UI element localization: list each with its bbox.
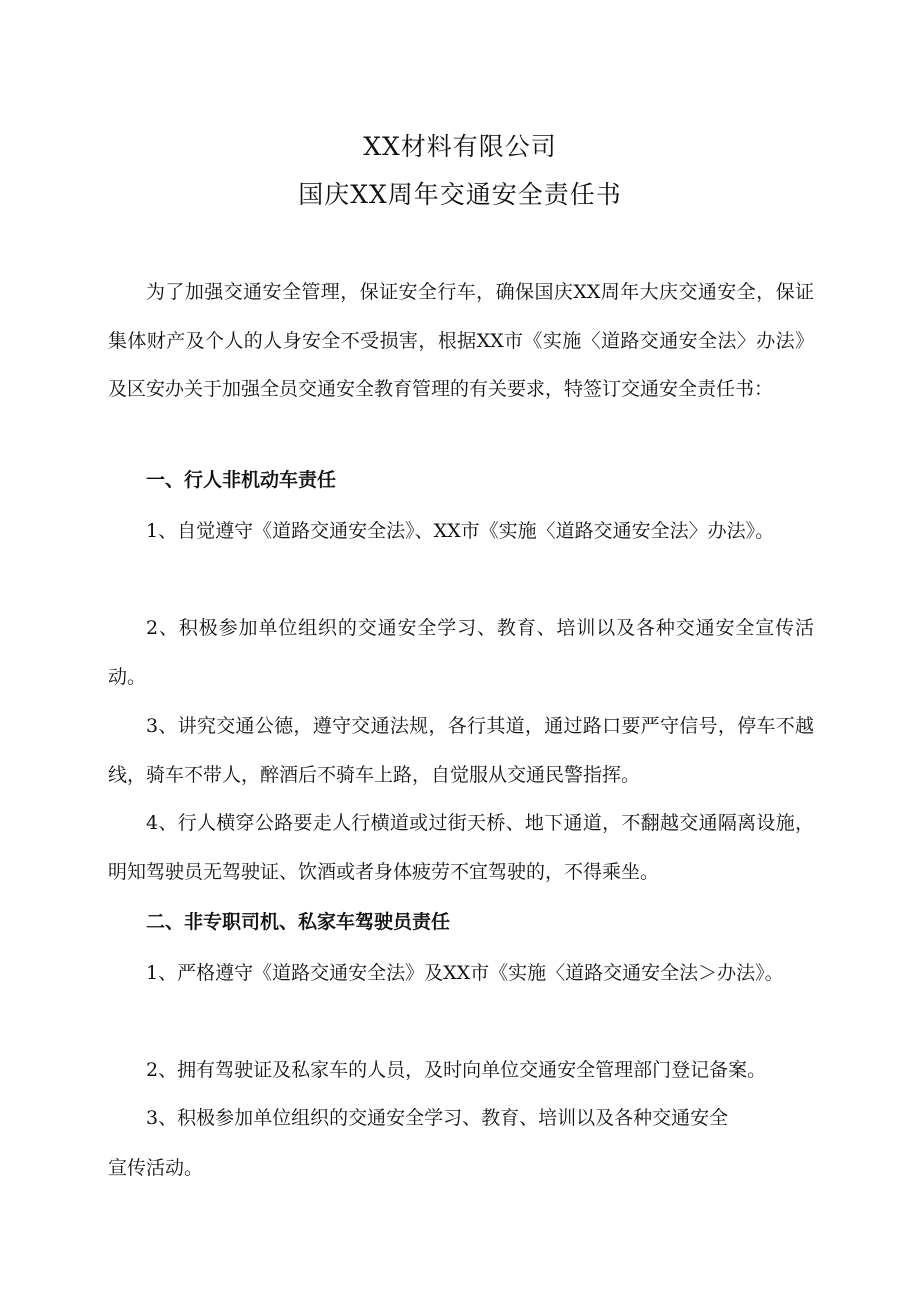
intro-paragraph: 为了加强交通安全管理，保证安全行车，确保国庆XX周年大庆交通安全，保证集体财产及个人的人身安全不受损害，根据XX市《实施〈道路交通安全法〉办法》及区安办关于加强全员交通安全教育管理的有关要求，特签订交通安全责任书：: [108, 281, 814, 400]
section1-item-2: 2、积极参加单位组织的交通安全学习、教育、培训以及各种交通安全宣传活动。: [108, 617, 814, 688]
section2-item-3: 3、积极参加单位组织的交通安全学习、教育、培训以及各种交通安全: [146, 1107, 729, 1129]
section1-item-3: 3、讲究交通公德，遵守交通法规，各行其道，通过路口要严守信号，停车不越线，骑车不带人，醉酒后不骑车上路，自觉服从交通民警指挥。: [108, 715, 814, 786]
section2-heading: 二、非专职司机、私家车驾驶员责任: [146, 911, 451, 933]
section2-item-1: 1、严格遵守《道路交通安全法》及XX市《实施〈道路交通安全法＞办法》。: [146, 962, 784, 984]
company-title: XX材料有限公司: [363, 132, 557, 161]
document-title: 国庆XX周年交通安全责任书: [298, 180, 622, 209]
section1-item-1: 1、自觉遵守《道路交通安全法》、XX市《实施〈道路交通安全法〉办法》。: [146, 520, 775, 542]
section2-item-3-continuation: 宣传活动。: [108, 1157, 204, 1179]
section2-item-2: 2、拥有驾驶证及私家车的人员，及时向单位交通安全管理部门登记备案。: [146, 1059, 767, 1081]
section1-heading: 一、行人非机动车责任: [146, 469, 337, 491]
section1-item-4: 4、行人横穿公路要走人行横道或过街天桥、地下通道，不翻越交通隔离设施，明知驾驶员无驾驶证、饮酒或者身体疲劳不宜驾驶的，不得乘坐。: [108, 812, 814, 883]
